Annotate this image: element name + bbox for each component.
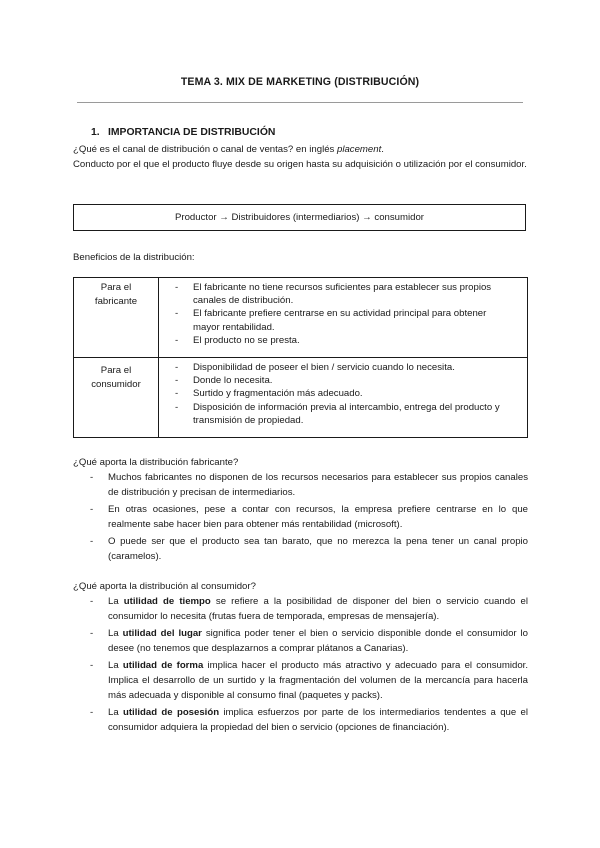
row-header-line: consumidor bbox=[91, 379, 141, 390]
list-item bbox=[159, 401, 513, 427]
question-end: . bbox=[381, 144, 384, 155]
row-header bbox=[74, 358, 159, 438]
row-header bbox=[74, 278, 159, 358]
dash-bullet: - bbox=[90, 628, 94, 639]
table-row bbox=[74, 358, 528, 438]
list-item bbox=[90, 502, 528, 532]
question-consumer: ¿Qué aporta la distribución al consumidor? bbox=[73, 581, 256, 592]
list-item bbox=[159, 361, 513, 374]
list-item bbox=[159, 334, 513, 347]
manufacturer-list bbox=[90, 470, 528, 566]
list-item bbox=[159, 281, 513, 307]
item-text: El producto no se presta. bbox=[193, 334, 300, 346]
dash-bullet: - bbox=[175, 282, 179, 293]
definition-paragraph: Conducto por el que el producto fluye desde su origen hasta su adquisición o utilización por el consumidor. bbox=[73, 159, 527, 170]
item-text: La utilidad de posesión implica esfuerzos por parte de los intermediarios tendentes a que el consumidor adquiera la propiedad del bien o servicio (opciones de financiación). bbox=[108, 707, 528, 733]
question-italic-term: placement bbox=[337, 144, 382, 155]
item-text: Muchos fabricantes no disponen de los recursos necesarios para establecer sus propios canales de distribución y precisan de intermediarios. bbox=[108, 472, 528, 498]
section-heading bbox=[91, 127, 275, 138]
item-text: El fabricante prefiere centrarse en su actividad principal para obtener mayor rentabilidad. bbox=[193, 308, 487, 333]
list-item bbox=[90, 658, 528, 703]
dash-bullet: - bbox=[175, 401, 179, 413]
list-item bbox=[159, 387, 513, 400]
dash-bullet: - bbox=[175, 362, 179, 373]
item-text: Disposición de información previa al intercambio, entrega del producto y transmisión de propiedad. bbox=[193, 401, 500, 426]
dash-bullet: - bbox=[90, 536, 94, 547]
item-text: La utilidad de forma implica hacer el producto más atractivo y adecuado para el consumidor. Implica el desarrollo de un surtido y la fragmentación del volumen de la mercancía para hacerla más adecuada y disponible al consumo final (paquetes y packs). bbox=[108, 660, 528, 701]
distribution-flow-box bbox=[73, 204, 526, 231]
list-item bbox=[90, 594, 528, 624]
item-text: En otras ocasiones, pese a contar con recursos, la empresa prefiere centrarse en lo que realmente sabe hacer bien para obtener más rentabilidad (microsoft). bbox=[108, 504, 528, 530]
title-divider bbox=[77, 102, 523, 103]
list-item bbox=[90, 534, 528, 564]
list-item bbox=[90, 470, 528, 500]
benefits-table bbox=[73, 277, 528, 438]
question-text: ¿Qué es el canal de distribución o canal de ventas? en inglés bbox=[73, 144, 337, 155]
list-item bbox=[159, 374, 513, 387]
dash-bullet: - bbox=[90, 504, 94, 515]
benefits-label: Beneficios de la distribución: bbox=[73, 252, 195, 263]
item-text: El fabricante no tiene recursos suficientes para establecer sus propios canales de distribución. bbox=[193, 282, 492, 307]
item-text: Surtido y fragmentación más adecuado. bbox=[193, 388, 363, 400]
question-definition bbox=[73, 142, 528, 157]
dash-bullet: - bbox=[90, 707, 94, 718]
distribution-flow-text: Productor → Distribuidores (intermediarios) → consumidor bbox=[175, 212, 424, 223]
row-items bbox=[159, 358, 528, 438]
row-items bbox=[159, 278, 528, 358]
dash-bullet: - bbox=[90, 596, 94, 607]
dash-bullet: - bbox=[175, 388, 179, 400]
question-manufacturer: ¿Qué aporta la distribución fabricante? bbox=[73, 457, 239, 468]
list-item bbox=[90, 626, 528, 656]
section-title: IMPORTANCIA DE DISTRIBUCIÓN bbox=[108, 127, 276, 138]
dash-bullet: - bbox=[175, 334, 179, 346]
dash-bullet: - bbox=[175, 308, 179, 320]
list-item bbox=[159, 307, 513, 333]
item-text: Disponibilidad de poseer el bien / servicio cuando lo necesita. bbox=[193, 362, 455, 373]
page-title: TEMA 3. MIX DE MARKETING (DISTRIBUCIÓN) bbox=[180, 76, 420, 88]
item-text: O puede ser que el producto sea tan barato, que no merezca la pena tener un canal propio (caramelos). bbox=[108, 536, 528, 562]
dash-bullet: - bbox=[175, 375, 179, 387]
consumer-list bbox=[90, 594, 528, 737]
section-number: 1. bbox=[91, 127, 100, 138]
row-header-line: Para el bbox=[100, 365, 132, 376]
item-text: La utilidad del lugar significa poder tener el bien o servicio disponible donde el consumidor lo desee (no tenemos que desplazarnos a comprar plátanos a Canarias). bbox=[108, 628, 528, 654]
row-header-line: fabricante bbox=[94, 296, 138, 307]
dash-bullet: - bbox=[90, 660, 94, 671]
list-item bbox=[90, 705, 528, 735]
item-text: Donde lo necesita. bbox=[193, 375, 273, 387]
dash-bullet: - bbox=[90, 472, 94, 483]
item-text: La utilidad de tiempo se refiere a la posibilidad de disponer del bien o servicio cuando el consumidor lo necesita (frutas fuera de temporada, empresas de mensajería). bbox=[108, 596, 528, 622]
table-row bbox=[74, 278, 528, 358]
row-header-line: Para el bbox=[100, 282, 132, 293]
